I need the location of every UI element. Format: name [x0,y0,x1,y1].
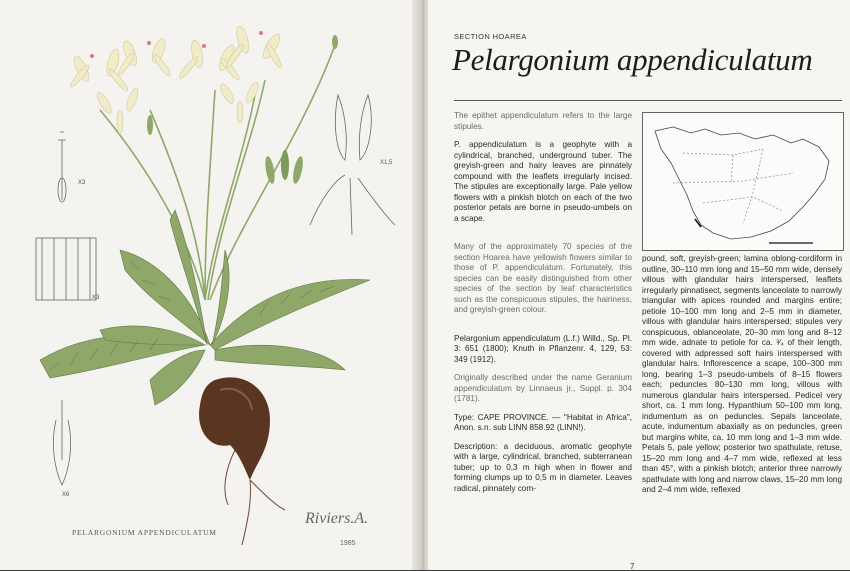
scale-label: X3 [78,180,86,186]
botanical-plate [0,0,420,570]
scale-label: X1,5 [380,160,393,166]
map-graphic [643,113,843,250]
foliage [40,210,370,405]
tuber [199,377,285,545]
paragraph-type: Type: CAPE PROVINCE. — "Habitat in Africa", Anon. s.n. sub LINN 858.92 (LINN!). [454,412,632,432]
page-title: Pelargonium appendiculatum [452,42,813,77]
scale-label: X3 [92,295,100,301]
paragraph-citation: Pelargonium appendiculatum (L.f.) Willd., Sp. Pl. 3: 651 (1800); Knuth in Pflanzenr. 4, 129, 53: 349 (1912). [454,333,632,364]
left-page [0,0,420,570]
paragraph-comparison: Many of the approximately 70 species of the section Hoarea have yellowish flowers similar to those of P. appendiculatum. Fortunately, this species can be easily distinguished from other species of the section by leaf characteristics such as the conspicuous stipules, the hairiness, and greyish-green colour. [454,242,632,314]
artist-signature: Riviers.A. [305,510,369,527]
plate-caption: PELARGONIUM APPENDICULATUM [72,528,217,537]
paragraph-description: Description: a deciduous, aromatic geophyte with a large, cylindrical, branched, subterranean tuber; up to 0,3 m high when in flower and forming clumps up to 0,5 m in diameter. Leaves radical, pinnately com- [454,441,632,493]
paragraph-epithet: The epithet appendiculatum refers to the large stipules. [454,111,632,131]
page-number: 7 [630,562,635,571]
signature-year: 1985 [340,540,356,547]
paragraph-original-name: Originally described under the name Geranium appendiculatum by Linnaeus jr., Suppl. p. 304 (1781). [454,373,632,403]
flower-heads [68,25,338,185]
title-rule [454,100,842,101]
scale-label: X6 [62,492,70,498]
paragraph-summary: P. appendiculatum is a geophyte with a cylindrical, branched, underground tuber. The greyish-green and hairy leaves are pinnately compound with the leaflets irregularly incised. The stipules are exceptionally large. Pale yellow flowers with a pinkish blotch on each of the two posterior petals are borne in pseudo-umbels on a scape. [454,140,632,223]
section-heading: SECTION HOAREA [454,32,527,41]
text-column-right: pound, soft, greyish-green; lamina oblong-cordiform in outline, 30–110 mm long and 15–50 mm wide, densely villous with glandular hairs interspersed, leaflets irregularly pinnatisect, segments lanceolate to narrowly triangular with apices rounded and margins entire; petiole 10–100 mm long and 2–5 mm in diameter, villous with glandular hairs interspersed; stipules very conspicuous, oblanceolate, 20–30 mm long and 8–12 mm wide, adnate to petiole for ca. ³⁄₄ of their length, covered with adpressed soft hairs interspersed with glandular hairs. Inflorescence a scape, 100–300 mm long, bearing 1–3 pseudo-umbels of 8–15 flowers each; peduncles 80–130 mm long, villous with numerous glandular hairs interspersed. Pedicel very short, ca. 1 mm long. Hypanthium 50–100 mm long, indumentum as on peduncles. Sepals lanceolate, acute, indumentum abaxially as on peduncles, green but margins white, ca. 10 mm long and 1–3 mm wide. Petals 5, pale yellow; posterior two spathulate, retuse, 15–20 mm long and 4–7 mm wide, reflexed at less than 45°, with a pinkish blotch; anterior three narrowly spathulate with long and narrow claws, 15–20 mm long and 2–4 mm wide, reflexed [642,254,842,494]
text-column-left [454,111,632,502]
distribution-map [642,112,844,251]
